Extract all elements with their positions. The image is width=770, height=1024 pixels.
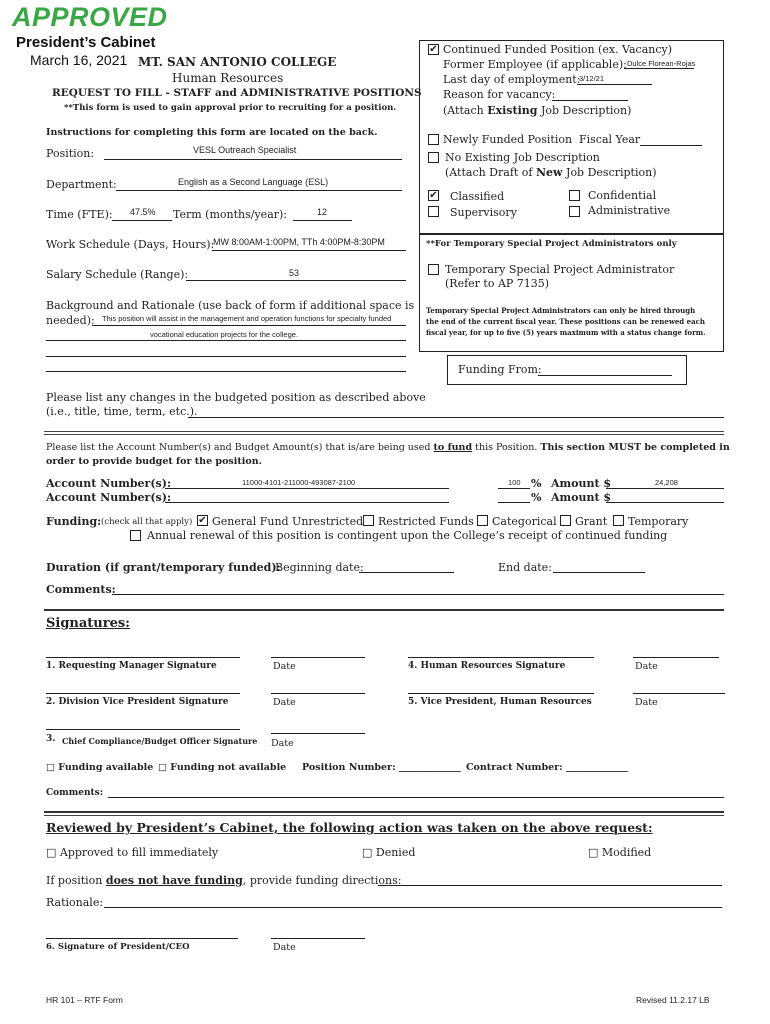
duration-label: Duration (if grant/temporary funded): — [46, 561, 281, 574]
annual-renewal-checkbox[interactable] — [130, 530, 141, 541]
newly-funded-checkbox[interactable] — [428, 134, 439, 145]
lastday-field[interactable]: 3/12/21 — [579, 74, 605, 83]
funding-not-available[interactable]: □ Funding not available — [158, 762, 287, 773]
general-fund-label: General Fund Unrestricted — [212, 515, 364, 528]
confidential-checkbox[interactable] — [569, 190, 580, 201]
sig-4-date: Date — [635, 661, 658, 672]
background-label: Background and Rationale (use back of form if additional space is — [46, 299, 415, 312]
end-label: End date: — [498, 561, 552, 574]
salary-label: Salary Schedule (Range): — [46, 268, 189, 281]
position-label: Position: — [46, 147, 95, 160]
categorical-checkbox[interactable] — [477, 515, 488, 526]
amount-field-1[interactable]: 24,208 — [655, 478, 678, 487]
percent-label-1: % — [531, 477, 542, 490]
funding-hint: (check all that apply) — [101, 517, 193, 527]
schedule-label: Work Schedule (Days, Hours): — [46, 238, 215, 251]
fte-label: Time (FTE): — [46, 208, 113, 221]
footer-form-id: HR 101 – RTF Form — [46, 995, 123, 1005]
sig-5-date: Date — [635, 697, 658, 708]
attach-existing: (Attach Existing Job Description) — [443, 104, 632, 117]
amount-label-2: Amount $ — [551, 491, 612, 504]
begin-label: Beginning date: — [275, 561, 364, 574]
college-name: MT. SAN ANTONIO COLLEGE — [138, 55, 337, 69]
annual-renewal-label: Annual renewal of this position is contingent upon the College’s receipt of continued funding — [147, 529, 668, 542]
changes-label-2: (i.e., title, time, term, etc.). — [46, 405, 198, 418]
continued-label: Continued Funded Position (ex. Vacancy) — [443, 43, 673, 56]
percent-label-2: % — [531, 491, 542, 504]
reason-label: Reason for vacancy: — [443, 88, 556, 101]
changes-label: Please list any changes in the budgeted position as described above — [46, 391, 426, 404]
rationale-label: Rationale: — [46, 896, 104, 909]
restricted-label: Restricted Funds — [378, 515, 474, 528]
funding-from-label: Funding From: — [458, 363, 542, 376]
attach-new: (Attach Draft of New Job Description) — [445, 166, 657, 179]
categorical-label: Categorical — [492, 515, 557, 528]
classified-checkbox[interactable]: ✔ — [429, 190, 438, 201]
amount-label-1: Amount $ — [551, 477, 612, 490]
review-title: Reviewed by President’s Cabinet, the following action was taken on the above request: — [46, 820, 653, 835]
temp-ref: (Refer to AP 7135) — [445, 277, 550, 290]
funding-label: Funding: — [46, 515, 102, 528]
temp-note-3: fiscal year, for up to five (5) years maximum with a status change form. — [426, 328, 706, 337]
position-field[interactable]: VESL Outreach Specialist — [193, 145, 297, 155]
temp-head: **For Temporary Special Project Administrators only — [426, 239, 677, 249]
comments-label: Comments: — [46, 583, 116, 596]
form-title: REQUEST TO FILL - STAFF and ADMINISTRATIVE POSITIONS — [52, 87, 422, 99]
sig-3-label: Chief Compliance/Budget Officer Signature — [62, 736, 258, 746]
sig-1-label: 1. Requesting Manager Signature — [46, 661, 217, 671]
temp-note-1: Temporary Special Project Administrators can only be hired through — [426, 306, 696, 315]
schedule-field[interactable]: MW 8:00AM-1:00PM, TTh 4:00PM-8:30PM — [213, 237, 385, 247]
term-field[interactable]: 12 — [317, 207, 328, 217]
background-field-1[interactable]: This position will assist in the management and operation functions for specialty funded — [102, 314, 392, 323]
supervisory-label: Supervisory — [450, 206, 517, 219]
lastday-label: Last day of employment: — [443, 73, 581, 86]
approval-date: March 16, 2021 — [30, 52, 128, 68]
salary-field[interactable]: 53 — [289, 268, 300, 278]
cabinet-stamp: President’s Cabinet — [16, 34, 156, 51]
instructions: Instructions for completing this form are located on the back. — [46, 127, 378, 138]
sig-1-date: Date — [273, 661, 296, 672]
percent-field-1[interactable]: 100 — [508, 478, 521, 487]
department-field[interactable]: English as a Second Language (ESL) — [178, 177, 329, 187]
approved-option[interactable]: □ Approved to fill immediately — [46, 846, 219, 859]
background-label-2: needed): — [46, 314, 95, 327]
denied-option[interactable]: □ Denied — [362, 846, 416, 859]
sig-2-label: 2. Division Vice President Signature — [46, 697, 229, 707]
position-number[interactable]: Position Number: _____________ — [302, 762, 461, 773]
background-field-2[interactable]: vocational education projects for the college. — [150, 330, 299, 339]
classified-label: Classified — [450, 190, 505, 203]
term-label: Term (months/year): — [173, 208, 288, 221]
account-intro: Please list the Account Number(s) and Budget Amount(s) that is/are being used to fund this Position. This section MUST be completed in — [46, 442, 730, 453]
no-existing-checkbox[interactable] — [428, 152, 439, 163]
sig-6-date: Date — [273, 942, 296, 953]
grant-label: Grant — [575, 515, 608, 528]
general-fund-checkbox[interactable]: ✔ — [198, 515, 207, 526]
administrative-label: Administrative — [588, 204, 671, 217]
continued-checkbox[interactable]: ✔ — [429, 44, 438, 55]
supervisory-checkbox[interactable] — [428, 206, 439, 217]
account-intro-2: order to provide budget for the position. — [46, 456, 262, 467]
contract-number[interactable]: Contract Number: _____________ — [466, 762, 628, 773]
account-label-2: Account Number(s): — [46, 491, 172, 504]
department-label: Department: — [46, 178, 117, 191]
sig-4-label: 4. Human Resources Signature — [408, 661, 566, 671]
sig-6-label: 6. Signature of President/CEO — [46, 942, 190, 952]
hr-dept: Human Resources — [172, 71, 284, 85]
temp-admin-checkbox[interactable] — [428, 264, 439, 275]
form-note: **This form is used to gain approval prior to recruiting for a position. — [64, 103, 397, 113]
sig-2-date: Date — [273, 697, 296, 708]
approved-stamp: APPROVED — [12, 2, 168, 32]
sig-comments-label: Comments: — [46, 788, 104, 798]
if-position-label: If position does not have funding, provide funding directions: — [46, 874, 402, 887]
modified-option[interactable]: □ Modified — [588, 846, 652, 859]
temp-note-2: the end of the current fiscal year. These positions can be renewed each — [426, 317, 705, 326]
former-label: Former Employee (if applicable): — [443, 58, 627, 71]
fte-field[interactable]: 47.5% — [130, 207, 156, 217]
restricted-checkbox[interactable] — [363, 515, 374, 526]
sig-5-label: 5. Vice President, Human Resources — [408, 697, 592, 707]
account-field-1[interactable]: 11000-4101-211000-493087-2100 — [242, 478, 356, 487]
grant-checkbox[interactable] — [560, 515, 571, 526]
confidential-label: Confidential — [588, 189, 657, 202]
temporary-checkbox[interactable] — [613, 515, 624, 526]
signatures-title: Signatures: — [46, 616, 130, 631]
fiscal-label: Fiscal Year — [579, 133, 641, 146]
sig-3-date: Date — [271, 738, 294, 749]
temporary-label: Temporary — [628, 515, 689, 528]
footer-revision: Revised 11.2.17 LB — [636, 995, 710, 1005]
funding-available[interactable]: □ Funding available — [46, 762, 154, 773]
administrative-checkbox[interactable] — [569, 206, 580, 217]
account-label-1: Account Number(s): — [46, 477, 172, 490]
former-field[interactable]: Dulce Florean-Rojas — [627, 59, 696, 68]
newly-label: Newly Funded Position — [443, 133, 573, 146]
temp-label: Temporary Special Project Administrator — [445, 263, 675, 276]
sig-3-number: 3. — [46, 734, 56, 744]
noexist-label: No Existing Job Description — [445, 151, 600, 164]
